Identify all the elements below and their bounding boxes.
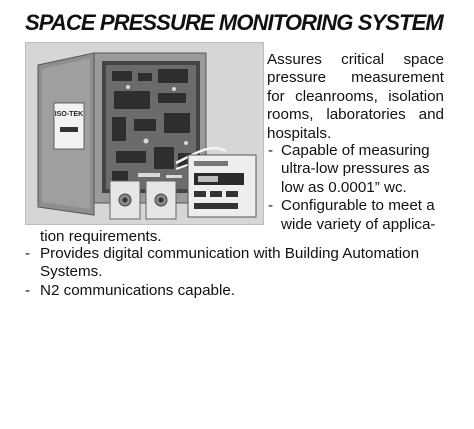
bullet-marker: - [25,281,31,299]
feature-text: Configurable to meet a wide variety of applica- [281,197,436,233]
bullet-marker: - [268,197,274,215]
product-photo [25,42,264,225]
list-item [25,245,465,282]
product-description: Assures critical space pressure measurement for cleanrooms, isolation rooms, laboratories and hospitals. [267,51,444,142]
list-item [25,282,465,300]
list-item [268,142,448,197]
feature-list-lower [25,245,465,300]
feature-text: Provides digital communication with Building Automation Systems. [40,245,420,281]
feature-continuation: tion requirements. [40,228,162,245]
page-title: SPACE PRESSURE MONITORING SYSTEM [25,10,443,35]
brand-logo: ISO-TEK [54,111,84,118]
feature-list [268,142,448,234]
bullet-marker: - [268,142,274,159]
feature-text: Capable of measuring ultra-low pressures as low as 0.0001” wc. [281,142,430,196]
bullet-marker: - [25,245,31,262]
feature-text: N2 communications capable. [40,281,236,299]
list-item [268,197,448,234]
